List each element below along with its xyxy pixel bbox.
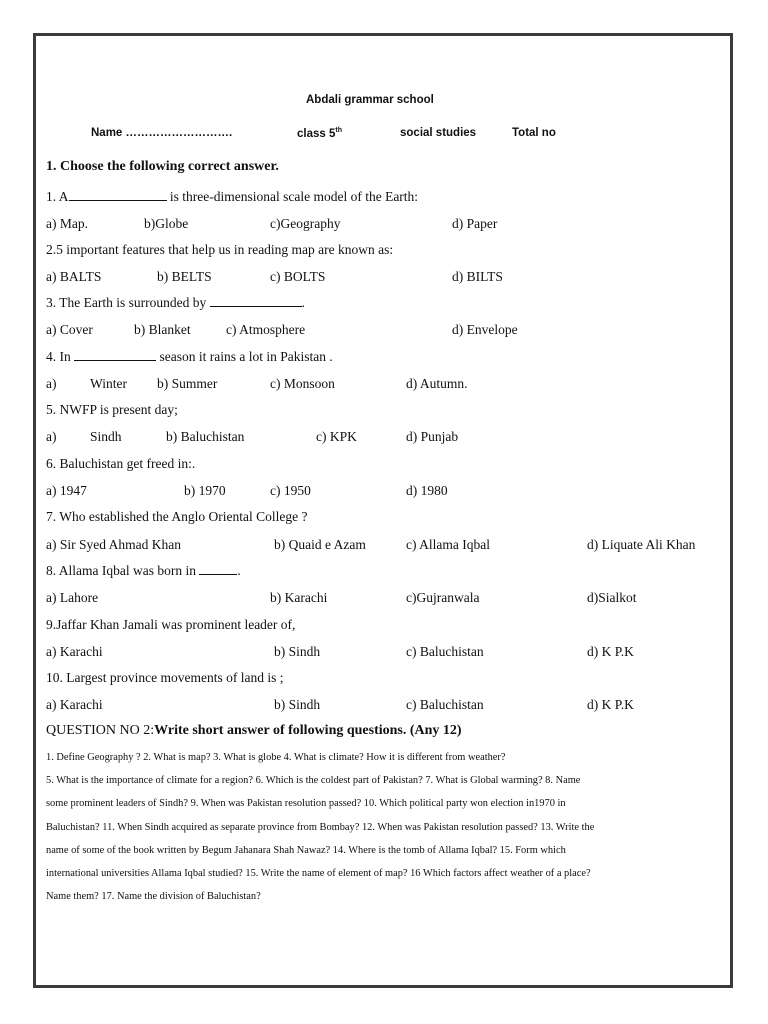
question-1-option: d) Paper [452, 216, 498, 231]
question-3-option: d) Envelope [452, 322, 518, 337]
question-8-option: c)Gujranwala [406, 590, 480, 605]
answer-blank [74, 349, 156, 361]
question-text: 6. Baluchistan get freed in:. [46, 456, 196, 471]
question-text: . [301, 295, 305, 310]
question-1-option: b)Globe [144, 216, 189, 231]
question-text: 10. Largest province movements of land is ; [46, 670, 284, 685]
question-5-option: c) KPK [316, 429, 357, 444]
short-answer-line: some prominent leaders of Sindh? 9. When was Pakistan resolution passed? 10. Which political party won election in1970 in [46, 798, 566, 810]
question-3-option: c) Atmosphere [226, 322, 306, 337]
question-10-option: b) Sindh [274, 697, 321, 712]
question-5-option: a) [46, 429, 57, 444]
question-text: 8. Allama Iqbal was born in [46, 563, 200, 578]
question-9-option: d) K P.K [587, 644, 634, 659]
question-7-option: d) Liquate Ali Khan [587, 537, 696, 552]
short-answer-questions [46, 746, 718, 908]
question-5 [46, 402, 178, 418]
question-1 [46, 189, 418, 205]
question-2-option: d) BILTS [452, 269, 503, 284]
question-5-option: Sindh [90, 429, 122, 444]
question-text: 5. NWFP is present day; [46, 402, 178, 417]
subject-label: social studies [400, 127, 477, 139]
short-answer-line: Name them? 17. Name the division of Baluchistan? [46, 891, 261, 903]
question-5-option: d) Punjab [406, 429, 459, 444]
answer-blank [69, 189, 167, 201]
short-answer-line: Baluchistan? 11. When Sindh acquired as separate province from Bombay? 12. When was Pakistan resolution passed? 13. Write the [46, 821, 595, 833]
question-4-option: Winter [90, 376, 127, 391]
question-text: 4. In [46, 349, 75, 364]
question-text: 1. A [46, 189, 69, 204]
question-10-option: d) K P.K [587, 697, 634, 712]
section-1-title: 1. Choose the following correct answer. [46, 159, 279, 174]
question-7 [46, 509, 307, 525]
question-5-option: b) Baluchistan [166, 429, 245, 444]
question-text: . [237, 563, 241, 578]
section-2-title: QUESTION NO 2:Write short answer of following questions. (Any 12) [46, 723, 462, 738]
question-10 [46, 670, 283, 686]
question-text: 2.5 important features that help us in reading map are known as: [46, 242, 394, 257]
question-text: 7. Who established the Anglo Oriental College ? [46, 509, 308, 524]
question-8-option: a) Lahore [46, 590, 99, 605]
short-answer-line: 5. What is the importance of climate for a region? 6. Which is the coldest part of Pakistan? 7. What is Global warming? 8. Name [46, 775, 581, 787]
question-text: is three-dimensional scale model of the Earth: [166, 189, 419, 204]
class-label: class 5th [297, 127, 342, 140]
question-7-option: b) Quaid e Azam [274, 537, 366, 552]
question-6-option: b) 1970 [184, 483, 226, 498]
answer-blank [210, 295, 302, 307]
question-text: 9.Jaffar Khan Jamali was prominent leader of, [46, 617, 296, 632]
question-3 [46, 295, 305, 311]
question-9 [46, 617, 295, 633]
question-4 [46, 349, 333, 365]
question-8-option: b) Karachi [270, 590, 328, 605]
question-7-option: c) Allama Iqbal [406, 537, 490, 552]
question-text: season it rains a lot in Pakistan . [156, 349, 333, 364]
question-4-option: d) Autumn. [406, 376, 468, 391]
short-answer-line: international universities Allama Iqbal studied? 15. Write the name of element of map? 16 Which factors affect weather of a place? [46, 868, 591, 880]
question-6-option: d) 1980 [406, 483, 448, 498]
school-name: Abdali grammar school [306, 94, 434, 106]
question-9-option: a) Karachi [46, 644, 103, 659]
question-text: 3. The Earth is surrounded by [46, 295, 210, 310]
question-4-option: b) Summer [157, 376, 218, 391]
question-2-option: b) BELTS [157, 269, 212, 284]
total-marks-label: Total no [512, 127, 556, 139]
question-7-option: a) Sir Syed Ahmad Khan [46, 537, 181, 552]
question-8-option: d)Sialkot [587, 590, 637, 605]
question-10-option: a) Karachi [46, 697, 103, 712]
question-6 [46, 456, 195, 472]
question-1-option: a) Map. [46, 216, 88, 231]
question-4-option: c) Monsoon [270, 376, 335, 391]
question-2-option: c) BOLTS [270, 269, 326, 284]
question-9-option: c) Baluchistan [406, 644, 484, 659]
question-9-option: b) Sindh [274, 644, 321, 659]
question-6-option: a) 1947 [46, 483, 87, 498]
question-4-option: a) [46, 376, 57, 391]
question-1-option: c)Geography [270, 216, 341, 231]
question-3-option: a) Cover [46, 322, 93, 337]
question-8 [46, 563, 241, 579]
question-2 [46, 242, 393, 258]
question-10-option: c) Baluchistan [406, 697, 484, 712]
short-answer-line: name of some of the book written by Begum Jahanara Shah Nawaz? 14. Where is the tomb of Allama Iqbal? 15. Form which [46, 844, 566, 856]
short-answer-line: 1. Define Geography ? 2. What is map? 3. What is globe 4. What is climate? How it is different from weather? [46, 752, 506, 763]
answer-blank [199, 563, 237, 575]
question-3-option: b) Blanket [134, 322, 191, 337]
question-2-option: a) BALTS [46, 269, 102, 284]
question-6-option: c) 1950 [270, 483, 311, 498]
name-field: Name ………………………. [91, 127, 233, 139]
